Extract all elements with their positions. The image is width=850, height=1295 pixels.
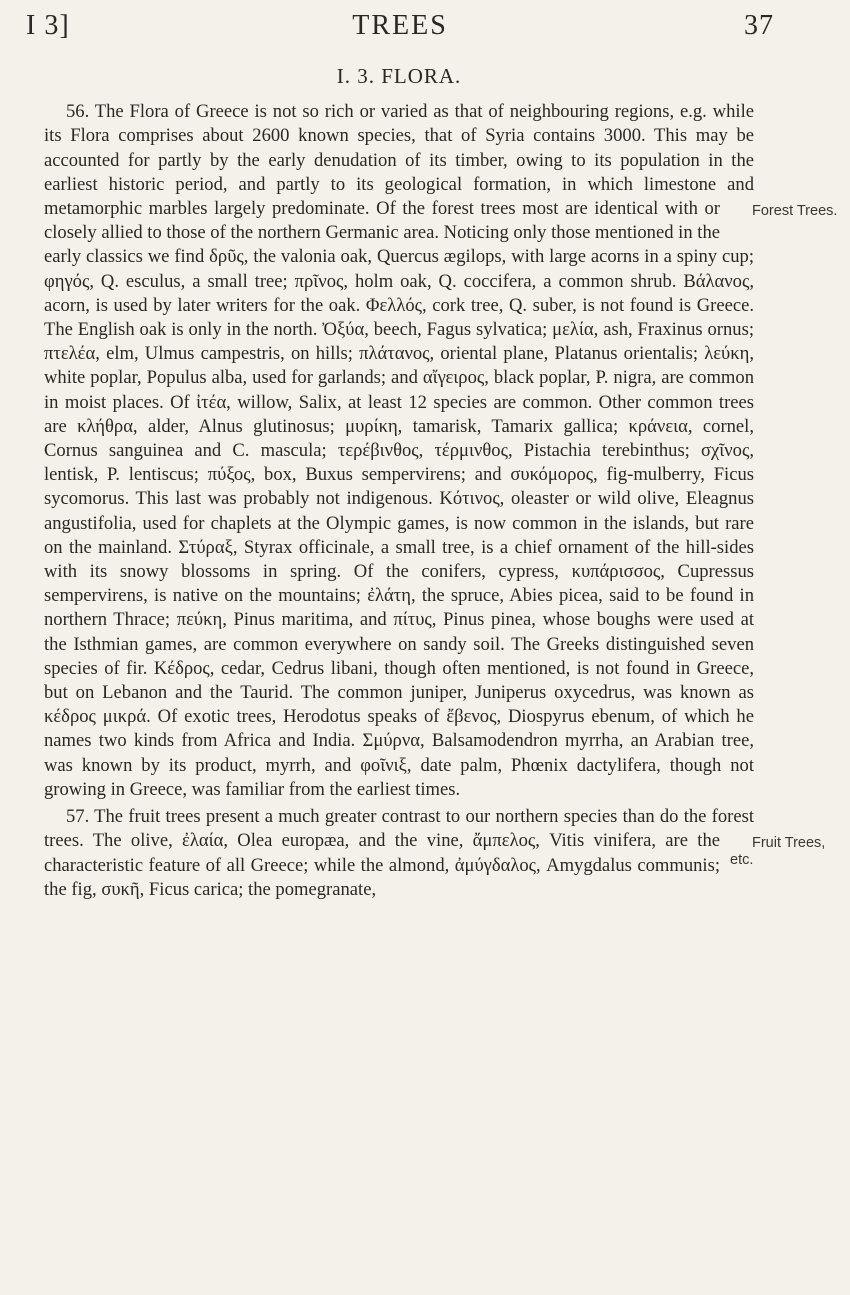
margin-note-forest-trees: Forest Trees. (752, 203, 838, 220)
paragraph-text: The fruit trees present a much greater contrast to our northern species than do the forest trees. The olive, ἐλαία, Olea europæa, and the vine, ἄμπελος, Vitis vinifera, are the (44, 806, 754, 852)
paragraph-number: 56. (66, 101, 90, 123)
section-title: I. 3. FLORA. (336, 64, 462, 88)
paragraph-text: are identical with or closely allied to those of the northern Germanic area. Noticing only those mentioned in the early classics we find δρῦς, the valonia oak, Quercus ægilops, with large acorns in a spiny cup; φηγός, Q. esculus, a small tree; πρῖνος, holm oak, Q. coccifera, a common shrub. Βάλανος, acorn, is used by later writers for the oak. Φελλός, cork tree, Q. suber, is not found is Greece. The English oak is only in the north. Ὀξύα, beech, Fagus sylvatica; μελία, ash, Fraxinus ornus; πτελέα, elm, Ulmus campestris, on hills; πλάτανος, oriental plane, Platanus orientalis; λεύκη, white poplar, Populus alba, used for garlands; and αἴγειρος, black poplar, P. nigra, are common in moist places. Of ἰτέα, willow, Salix, at least 12 species are common. Other common trees are κλήθρα, alder, Alnus glutinosus; μυρίκη, tamarisk, Tamarix gallica; κράνεια, cornel, Cornus sanguinea and C. mascula; τερέβινθος, τέρμινθος, Pistachia terebinthus; σχῖνος, lentisk, P. lentiscus; πύξος, box, Buxus sempervirens; and συκόμορος, fig-mulberry, Ficus sycomorus. This last was probably not indigenous. Κότινος, oleaster or wild olive, Eleagnus angustifolia, used for chaplets at the Olympic games, is now common in the islands, but rare on the mainland. Στύραξ, Styrax officinale, a small tree, is a chief ornament of the hill-sides with its snowy blossoms in spring. Of the conifers, cypress, κυπάρισσος, Cupressus sempervirens, is native on the mountains; ἐλάτη, the spruce, Abies picea, said to be found in northern Thrace; πεύκη, Pinus maritima, and πίτυς, Pinus pinea, whose boughs were used at the Isthmian games, are common everywhere on sandy soil. The Greeks distinguished seven species of fir. Κέδρος, cedar, Cedrus libani, though often mentioned, is not found in Greece, but on Lebanon and the Taurid. The common juniper, Juniperus oxycedrus, was known as κέδρος μικρά. Of exotic trees, Herodotus speaks of ἔβενος, Diospyrus ebenum, of which he names two kinds from Africa and India. Σμύρνα, Balsamodendron myrrha, an Arabian tree, was known by its product, myrrh, and φοῖνιξ, date palm, Phœnix dactylifera, though not growing in Greece, was familiar from the earliest times. (44, 198, 754, 800)
paragraph-57 (44, 805, 826, 902)
body-text (44, 58, 838, 905)
paragraph-56 (44, 100, 838, 802)
running-title: TREES (352, 10, 448, 41)
paragraph-number: 57. (66, 806, 90, 828)
chapter-marker: I 3] (26, 10, 70, 41)
paragraph-text: characteristic feature of all Greece; while the almond, ἀμύγδαλος, Amygdalus communis; the fig, συκῆ, Ficus carica; the pomegranate, (44, 854, 720, 900)
page-number: 37 (744, 10, 774, 41)
margin-note-fruit-trees: Fruit Trees, etc. (730, 835, 826, 869)
paragraph-text: The Flora of Greece is not so rich or varied as that of neighbouring regions, e.g. while its Flora comprises about 2600 known species, that of Syria contains 3000. This may be accounted for partly by the early denudation of its timber, owing to its population in the earliest historic period, and partly to its geological formation, in which limestone and metamorphic marbles largely predominate. Of the forest trees most (44, 101, 754, 220)
running-head (26, 10, 774, 50)
